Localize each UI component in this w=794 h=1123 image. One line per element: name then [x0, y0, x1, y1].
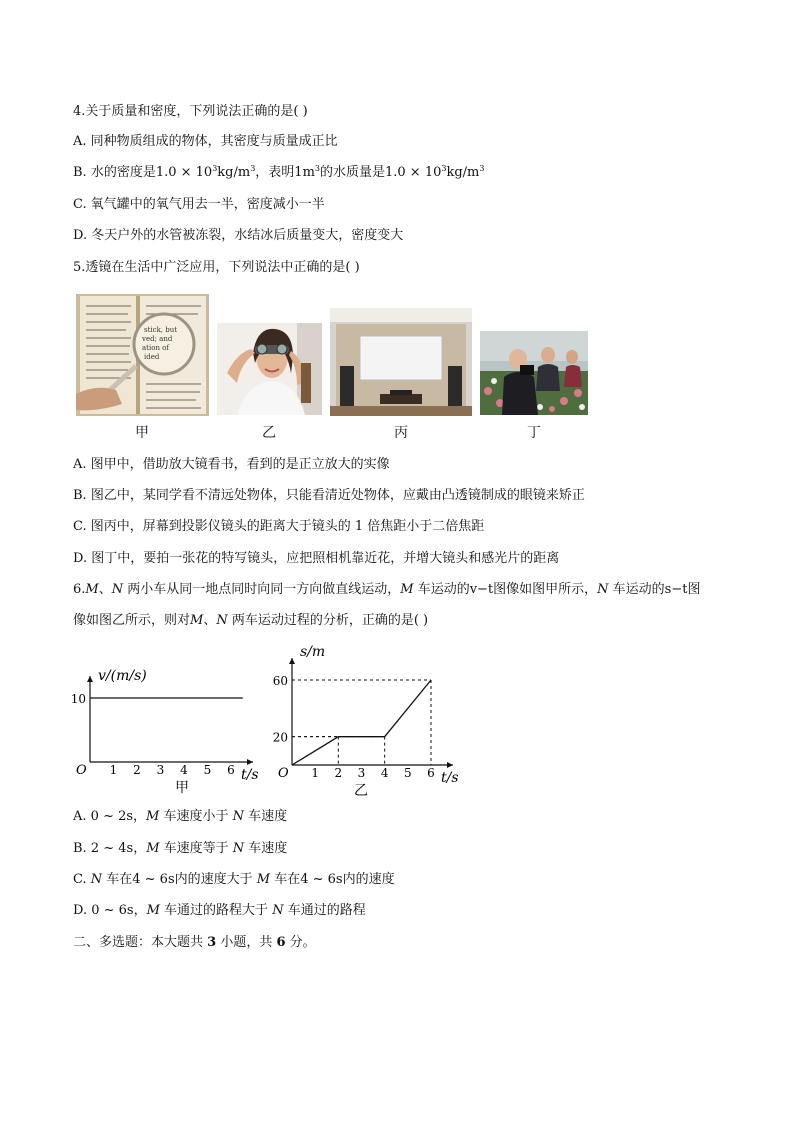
chart-caption: 乙 [354, 783, 368, 799]
q6-option-d: D. 0 ~ 6s，M 车通过的路程大于 N 车通过的路程 [73, 903, 366, 918]
y-axis-label: v/(m/s) [98, 668, 147, 684]
y-tick-label: 10 [70, 692, 86, 706]
y-axis-arrow [289, 658, 295, 664]
y-tick-label: 60 [272, 674, 288, 688]
projector-room-photo [330, 308, 472, 416]
st-graph-yi [270, 640, 480, 800]
chart-caption: 甲 [175, 780, 189, 796]
x-tick-label: 1 [109, 763, 118, 777]
q5-stem: 5.透镜在生活中广泛应用，下列说法中正确的是( ) [73, 260, 360, 275]
q5-option-d: D. 图丁中，要拍一张花的特写镜头，应把照相机靠近花，并增大镜头和感光片的距离 [73, 551, 560, 566]
caption-bing: 丙 [394, 425, 408, 441]
svg-text:ation of: ation of [142, 344, 169, 352]
x-tick-label: 6 [427, 766, 435, 780]
q5-option-a: A. 图甲中，借助放大镜看书，看到的是正立放大的实像 [73, 457, 390, 472]
x-tick-label: 5 [404, 766, 412, 780]
x-tick-label: 3 [357, 766, 366, 780]
series-line [292, 680, 431, 765]
x-tick-label: 3 [156, 763, 165, 777]
x-axis-arrow [447, 762, 453, 768]
q5-option-c: C. 图丙中，屏幕到投影仪镜头的距离大于镜头的 1 倍焦距小于二倍焦距 [73, 519, 485, 534]
y-tick-label: 20 [272, 730, 288, 745]
y-axis-label: s/m [300, 644, 326, 660]
svg-text:ved; and: ved; and [142, 335, 173, 343]
x-tick-label: 6 [227, 763, 235, 777]
q6-option-a: A. 0 ~ 2s，M 车速度小于 N 车速度 [73, 809, 288, 824]
x-axis-label: t/s [441, 770, 459, 786]
q4-option-c: C. 氧气罐中的氧气用去一半，密度减小一半 [73, 197, 325, 212]
q4-option-a: A. 同种物质组成的物体，其密度与质量成正比 [73, 134, 338, 149]
caption-yi: 乙 [262, 425, 276, 441]
q4-stem: 4.关于质量和密度，下列说法正确的是( ) [73, 104, 308, 119]
origin-label: O [76, 763, 87, 778]
x-tick-label: 4 [180, 763, 188, 777]
x-tick-label: 5 [203, 763, 212, 777]
section-header: 二、多选题：本大题共 3 小题，共 6 分。 [73, 935, 316, 950]
magnifier-book-photo [76, 294, 209, 416]
photographers-flowers-photo [480, 331, 588, 415]
x-tick-label: 1 [311, 766, 319, 780]
q4-option-b: B. 水的密度是$1.0 \times 10^3kg/m^3$，表明$1m^3$的水质量是$1.0 \times 10^3kg/m^3$ [73, 164, 485, 180]
q6-option-b: B. 2 ~ 4s，M 车速度等于 N 车速度 [73, 841, 288, 856]
vt-graph-jia [70, 650, 270, 800]
q6-stem-line1: 6.M、N 两小车从同一地点同时向同一方向做直线运动，M 车运动的v−t图像如图甲所示，N 车运动的s−t图 [73, 582, 701, 597]
q5-option-b: B. 图乙中，某同学看不清远处物体，只能看清近处物体，应戴由凸透镜制成的眼镜来矫正 [73, 488, 585, 503]
svg-text:ided: ided [144, 353, 160, 361]
x-tick-label: 4 [380, 766, 389, 780]
caption-ding: 丁 [527, 425, 541, 441]
eye-exam-photo [217, 323, 322, 415]
q4-option-d: D. 冬天户外的水管被冻裂，水结冰后质量变大，密度变大 [73, 228, 404, 243]
x-axis-label: t/s [241, 767, 259, 783]
x-axis-arrow [247, 759, 253, 765]
q6-stem-line2: 像如图乙所示，则对M、N 两车运动过程的分析，正确的是( ) [73, 613, 429, 628]
origin-label: O [278, 766, 289, 781]
q6-option-c: C. N 车在4 ~ 6s内的速度大于 M 车在4 ~ 6s内的速度 [73, 872, 395, 887]
x-tick-label: 2 [133, 763, 141, 777]
caption-jia: 甲 [135, 425, 149, 441]
y-axis-arrow [87, 676, 93, 682]
x-tick-label: 2 [334, 766, 343, 780]
svg-text:stick, but: stick, but [144, 326, 178, 334]
